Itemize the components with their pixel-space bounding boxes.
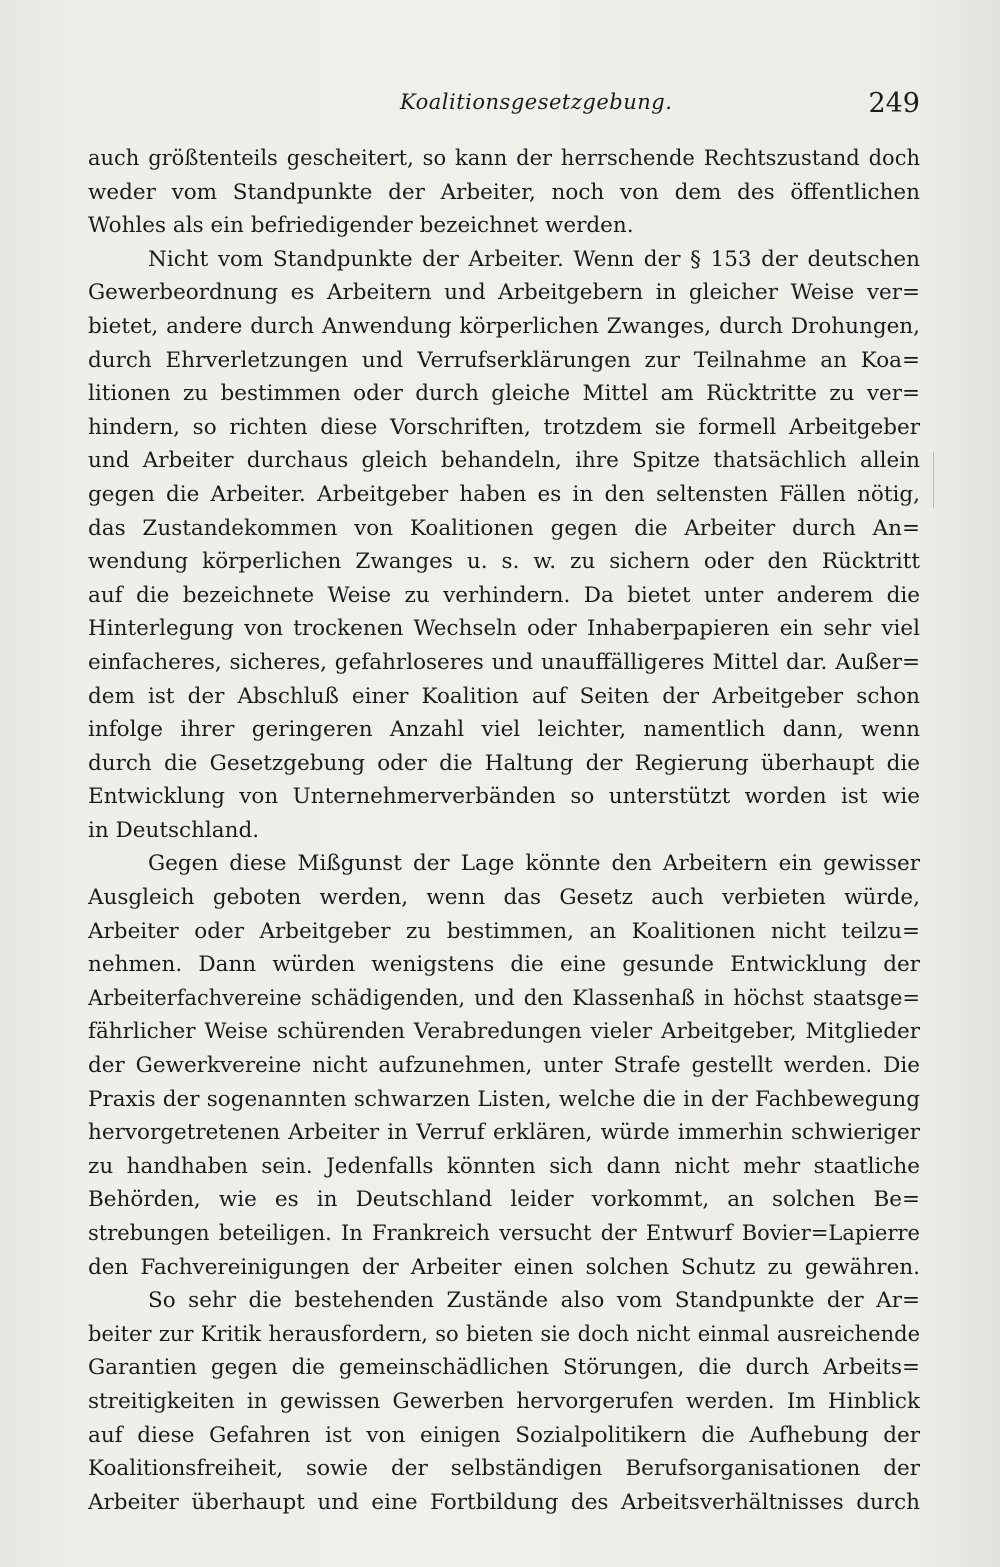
text-line: einfacheres, sicheres, gefahrloseres und unauffälligeres Mittel dar. Außer= bbox=[88, 649, 920, 675]
text-line: Entwicklung von Unternehmerverbänden so unterstützt worden ist wie bbox=[88, 784, 920, 810]
text-line: Hinterlegung von trockenen Wechseln oder Inhaberpapieren ein sehr viel bbox=[88, 616, 920, 642]
body-text bbox=[88, 142, 920, 1519]
text-line: Praxis der sogenannten schwarzen Listen, welche die in der Fachbewegung bbox=[88, 1086, 920, 1112]
text-line: Arbeiter überhaupt und eine Fortbildung des Arbeitsverhältnisses durch bbox=[88, 1489, 920, 1515]
text-line: dem ist der Abschluß einer Koalition auf Seiten der Arbeitgeber schon bbox=[88, 683, 920, 709]
text-line: den Fachvereinigungen der Arbeiter einen solchen Schutz zu gewähren. bbox=[88, 1254, 920, 1280]
page-number: 249 bbox=[868, 88, 920, 119]
text-line: durch Ehrverletzungen und Verrufserklärungen zur Teilnahme an Koa= bbox=[88, 347, 920, 373]
text-line: Nicht vom Standpunkte der Arbeiter. Wenn der § 153 der deutschen bbox=[148, 246, 920, 272]
text-line: durch die Gesetzgebung oder die Haltung der Regierung überhaupt die bbox=[88, 750, 920, 776]
text-line: auch größtenteils gescheitert, so kann der herrschende Rechtszustand doch bbox=[88, 146, 920, 170]
running-title: Koalitionsgesetzgebung. bbox=[400, 90, 673, 114]
text-line: Behörden, wie es in Deutschland leider vorkommt, an solchen Be= bbox=[88, 1187, 920, 1213]
text-line: Arbeiterfachvereine schädigenden, und den Klassenhaß in höchst staatsge= bbox=[88, 985, 920, 1010]
text-line: weder vom Standpunkte der Arbeiter, noch von dem des öffentlichen bbox=[88, 179, 920, 205]
scan-artifact-line bbox=[933, 452, 934, 508]
text-line: streitigkeiten in gewissen Gewerben hervorgerufen werden. Im Hinblick bbox=[88, 1388, 920, 1414]
text-line: der Gewerkvereine nicht aufzunehmen, unter Strafe gestellt werden. Die bbox=[88, 1053, 920, 1079]
text-line: So sehr die bestehenden Zustände also vom Standpunkte der Ar= bbox=[148, 1288, 920, 1314]
text-line: Gewerbeordnung es Arbeitern und Arbeitgebern in gleicher Weise ver= bbox=[88, 280, 920, 306]
text-line: Wohles als ein befriedigender bezeichnet werden. bbox=[88, 213, 634, 239]
text-line: Ausgleich geboten werden, wenn das Gesetz auch verbieten würde, bbox=[88, 885, 920, 911]
text-line: nehmen. Dann würden wenigstens die eine gesunde Entwicklung der bbox=[88, 952, 920, 978]
text-line: Koalitionsfreiheit, sowie der selbständigen Berufsorganisationen der bbox=[88, 1456, 920, 1482]
text-line: fährlicher Weise schürenden Verabredungen vieler Arbeitgeber, Mitglieder bbox=[88, 1019, 920, 1045]
text-line: Garantien gegen die gemeinschädlichen Störungen, die durch Arbeits= bbox=[88, 1355, 920, 1381]
text-line: infolge ihrer geringeren Anzahl viel leichter, namentlich dann, wenn bbox=[88, 717, 920, 743]
text-line: gegen die Arbeiter. Arbeitgeber haben es in den seltensten Fällen nötig, bbox=[88, 481, 920, 507]
text-line: auf diese Gefahren ist von einigen Sozialpolitikern die Aufhebung der bbox=[88, 1422, 920, 1448]
text-line: strebungen beteiligen. In Frankreich versucht der Entwurf Bovier=Lapierre bbox=[88, 1221, 920, 1245]
text-line: in Deutschland. bbox=[88, 817, 260, 843]
text-line: und Arbeiter durchaus gleich behandeln, ihre Spitze thatsächlich allein bbox=[88, 448, 920, 474]
text-line: Gegen diese Mißgunst der Lage könnte den Arbeitern ein gewisser bbox=[148, 851, 920, 877]
text-line: litionen zu bestimmen oder durch gleiche Mittel am Rücktritte zu ver= bbox=[88, 381, 920, 407]
text-line: Arbeiter oder Arbeitgeber zu bestimmen, an Koalitionen nicht teilzu= bbox=[88, 918, 920, 944]
text-line: zu handhaben sein. Jedenfalls könnten sich dann nicht mehr staatliche bbox=[88, 1153, 920, 1179]
text-line: beiter zur Kritik herausfordern, so bieten sie doch nicht einmal ausreichende bbox=[88, 1321, 920, 1346]
page-header bbox=[88, 88, 920, 128]
text-line: hindern, so richten diese Vorschriften, trotzdem sie formell Arbeitgeber bbox=[88, 414, 920, 440]
text-line: wendung körperlichen Zwanges u. s. w. zu sichern oder den Rücktritt bbox=[88, 549, 920, 575]
text-line: hervorgetretenen Arbeiter in Verruf erklären, würde immerhin schwieriger bbox=[88, 1120, 920, 1146]
text-line: das Zustandekommen von Koalitionen gegen die Arbeiter durch An= bbox=[88, 515, 920, 541]
text-line: auf die bezeichnete Weise zu verhindern. Da bietet unter anderem die bbox=[88, 582, 920, 608]
text-line: bietet, andere durch Anwendung körperlichen Zwanges, durch Drohungen, bbox=[88, 313, 920, 339]
